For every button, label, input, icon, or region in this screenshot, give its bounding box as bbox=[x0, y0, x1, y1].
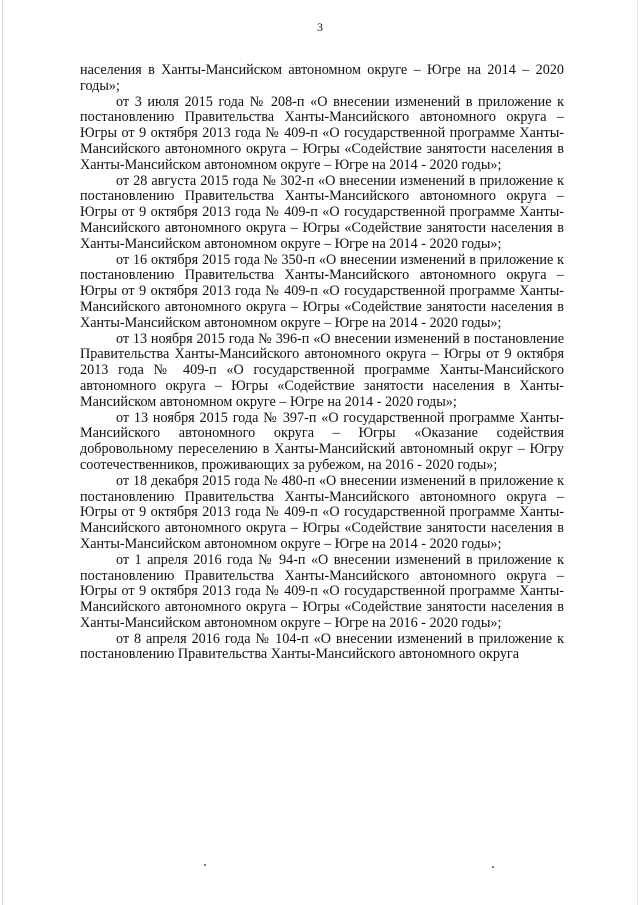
paragraph-resolution-302: от 28 августа 2015 года № 302-п «О внесении изменений в приложение к постановлению Правительства Ханты-Мансийского автономного округа – Югры от 9 октября 2013 года № 409-п «О государственной программе Ханты-Мансийского автономного округа – Югры «Содействие занятости населения в Ханты-Мансийском автономном округе – Югре на 2014 - 2020 годы»; bbox=[80, 172, 564, 252]
paragraph-resolution-480: от 18 декабря 2015 года № 480-п «О внесении изменений в приложение к постановлению Правительства Ханты-Мансийского автономного округа – Югры от 9 октября 2013 года № 409-п «О государственной программе Ханты-Мансийского автономного округа – Югры «Содействие занятости населения в Ханты-Мансийском автономном округе – Югре на 2014 - 2020 годы»; bbox=[80, 472, 564, 552]
paragraph-resolution-104: от 8 апреля 2016 года № 104-п «О внесении изменений в приложение к постановлению Правительства Ханты-Мансийского автономного округа bbox=[80, 630, 564, 663]
paragraph-resolution-396: от 13 ноября 2015 года № 396-п «О внесении изменений в постановление Правительства Ханты-Мансийского автономного округа – Югры от 9 октября 2013 года № 409-п «О государственной программе Ханты-Мансийского автономного округа – Югры «Содействие занятости населения в Ханты-Мансийском автономном округе – Югре на 2014 - 2020 годы»; bbox=[80, 330, 564, 410]
paragraph-resolution-397: от 13 ноября 2015 года № 397-п «О государственной программе Ханты-Мансийского автономного округа – Югры «Оказание содействия добровольному переселению в Ханты-Мансийский автономный округ – Югру соотечественников, проживающих за рубежом, на 2016 - 2020 годы»; bbox=[80, 409, 564, 473]
page-number: 3 bbox=[317, 20, 323, 34]
page-right-edge bbox=[637, 0, 638, 905]
scan-speck bbox=[204, 864, 206, 866]
paragraph-resolution-208: от 3 июля 2015 года № 208-п «О внесении изменений в приложение к постановлению Правительства Ханты-Мансийского автономного округа – Югры от 9 октября 2013 года № 409-п «О государственной программе Ханты-Мансийского автономного округа – Югры «Содействие занятости населения в Ханты-Мансийском автономном округе – Югре на 2014 - 2020 годы»; bbox=[80, 93, 564, 173]
page-left-edge bbox=[2, 0, 3, 905]
paragraph-resolution-94: от 1 апреля 2016 года № 94-п «О внесении изменений в приложение к постановлению Правительства Ханты-Мансийского автономного округа – Югры от 9 октября 2013 года № 409-п «О государственной программе Ханты-Мансийского автономного округа – Югры «Содействие занятости населения в Ханты-Мансийском автономном округе – Югре на 2016 - 2020 годы»; bbox=[80, 551, 564, 631]
paragraph-resolution-350: от 16 октября 2015 года № 350-п «О внесении изменений в приложение к постановлению Правительства Ханты-Мансийского автономного округа – Югры от 9 октября 2013 года № 409-п «О государственной программе Ханты-Мансийского автономного округа – Югры «Содействие занятости населения в Ханты-Мансийском автономном округе – Югре на 2014 - 2020 годы»; bbox=[80, 251, 564, 331]
paragraph-continuation: населения в Ханты-Мансийском автономном округе – Югре на 2014 – 2020 годы»; bbox=[80, 62, 564, 94]
document-body bbox=[80, 63, 564, 663]
scan-speck bbox=[492, 866, 494, 868]
